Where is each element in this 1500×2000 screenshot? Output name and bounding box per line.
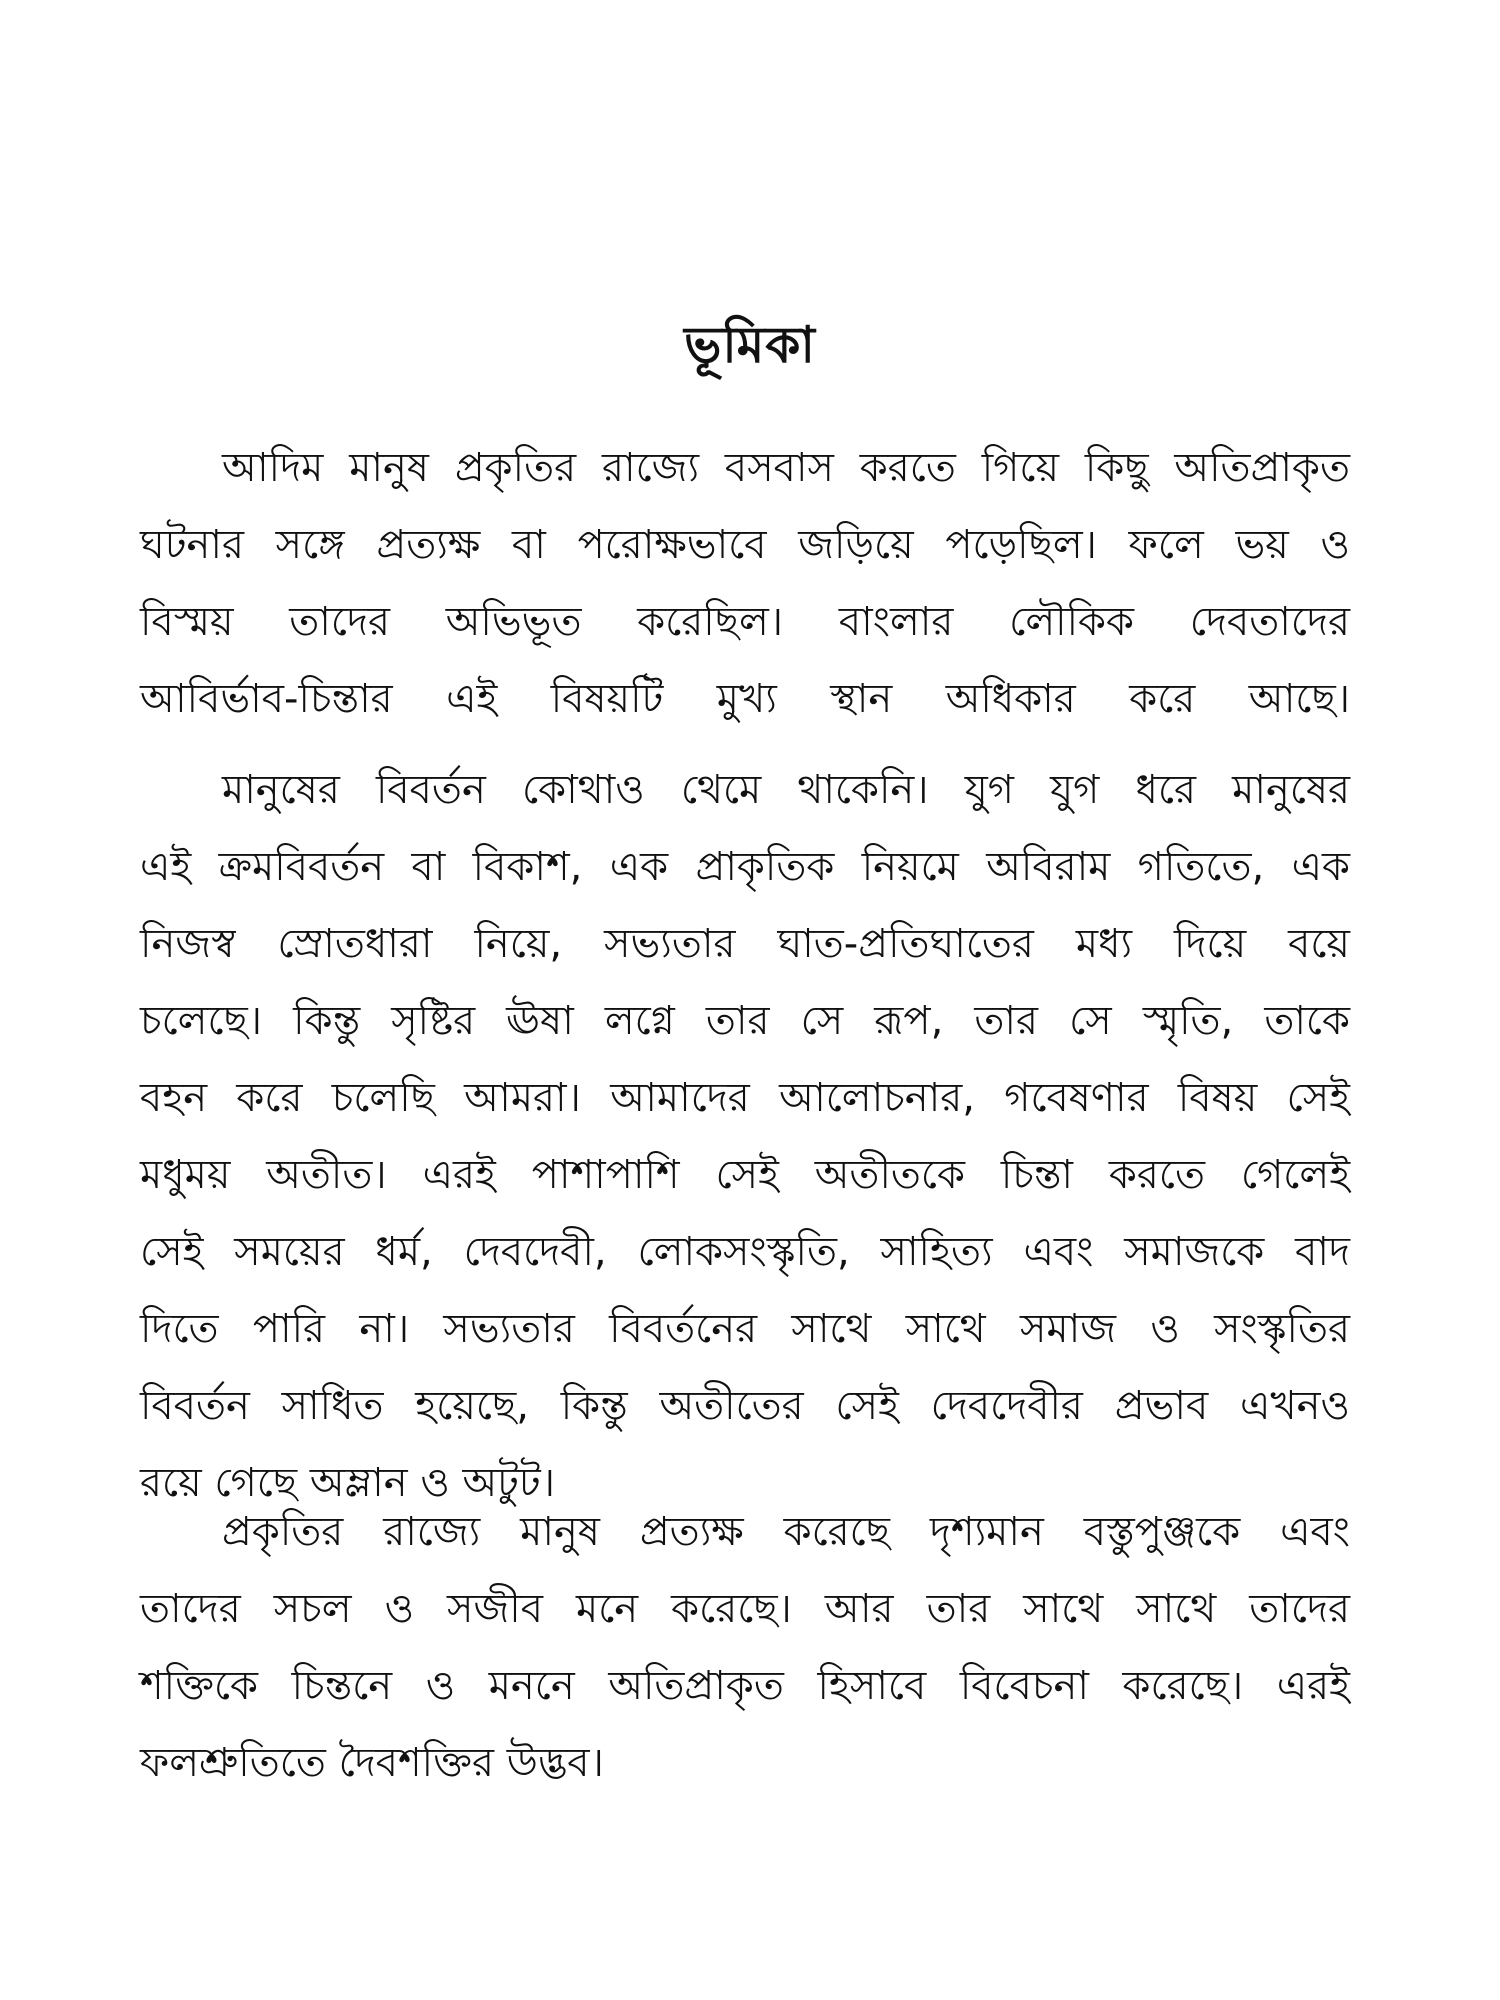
text-line: বিস্ময় তাদের অভিভূত করেছিল। বাংলার লৌকিক দেবতাদের <box>140 599 1350 645</box>
text-line: তাদের সচল ও সজীব মনে করেছে। আর তার সাথে সাথে তাদের <box>140 1586 1350 1632</box>
text-line: মানুষের বিবর্তন কোথাও থেমে থাকেনি। যুগ যুগ ধরে মানুষের <box>222 767 1350 813</box>
text-line: দিতে পারি না। সভ্যতার বিবর্তনের সাথে সাথে সমাজ ও সংস্কৃতির <box>140 1306 1350 1352</box>
text-line: চলেছে। কিন্তু সৃষ্টির ঊষা লগ্নে তার সে রূপ, তার সে স্মৃতি, তাকে <box>140 998 1350 1044</box>
text-line: ফলশ্রুতিতে দৈবশক্তির উদ্ভব। <box>140 1740 604 1786</box>
text-line: ঘটনার সঙ্গে প্রত্যক্ষ বা পরোক্ষভাবে জড়িয়ে পড়েছিল। ফলে ভয় ও <box>140 522 1350 568</box>
text-line: আবির্ভাব-চিন্তার এই বিষয়টি মুখ্য স্থান অধিকার করে আছে। <box>140 676 1350 722</box>
text-line: রয়ে গেছে অম্লান ও অটুট। <box>140 1460 556 1506</box>
text-line: বহন করে চলেছি আমরা। আমাদের আলোচনার, গবেষণার বিষয় সেই <box>140 1075 1350 1121</box>
text-line: প্রকৃতির রাজ্যে মানুষ প্রত্যক্ষ করেছে দৃশ্যমান বস্তুপুঞ্জকে এবং <box>222 1509 1350 1555</box>
paragraph-3 <box>140 1494 1350 1802</box>
text-line: শক্তিকে চিন্তনে ও মননে অতিপ্রাকৃত হিসাবে বিবেচনা করেছে। এরই <box>140 1663 1350 1709</box>
paragraph-2 <box>140 752 1350 1522</box>
text-line: নিজস্ব স্রোতধারা নিয়ে, সভ্যতার ঘাত-প্রতিঘাতের মধ্য দিয়ে বয়ে <box>140 921 1350 967</box>
text-line: সেই সময়ের ধর্ম, দেবদেবী, লোকসংস্কৃতি, সাহিত্য এবং সমাজকে বাদ <box>140 1229 1350 1275</box>
text-line: মধুময় অতীত। এরই পাশাপাশি সেই অতীতকে চিন্তা করতে গেলেই <box>140 1152 1350 1198</box>
page-title: ভূমিকা <box>684 316 816 374</box>
text-line: আদিম মানুষ প্রকৃতির রাজ্যে বসবাস করতে গিয়ে কিছু অতিপ্রাকৃত <box>222 445 1350 491</box>
text-line: এই ক্রমবিবর্তন বা বিকাশ, এক প্রাকৃতিক নিয়মে অবিরাম গতিতে, এক <box>140 844 1350 890</box>
text-line: বিবর্তন সাধিত হয়েছে, কিন্তু অতীতের সেই দেবদেবীর প্রভাব এখনও <box>140 1383 1350 1429</box>
paragraph-1 <box>140 430 1350 738</box>
